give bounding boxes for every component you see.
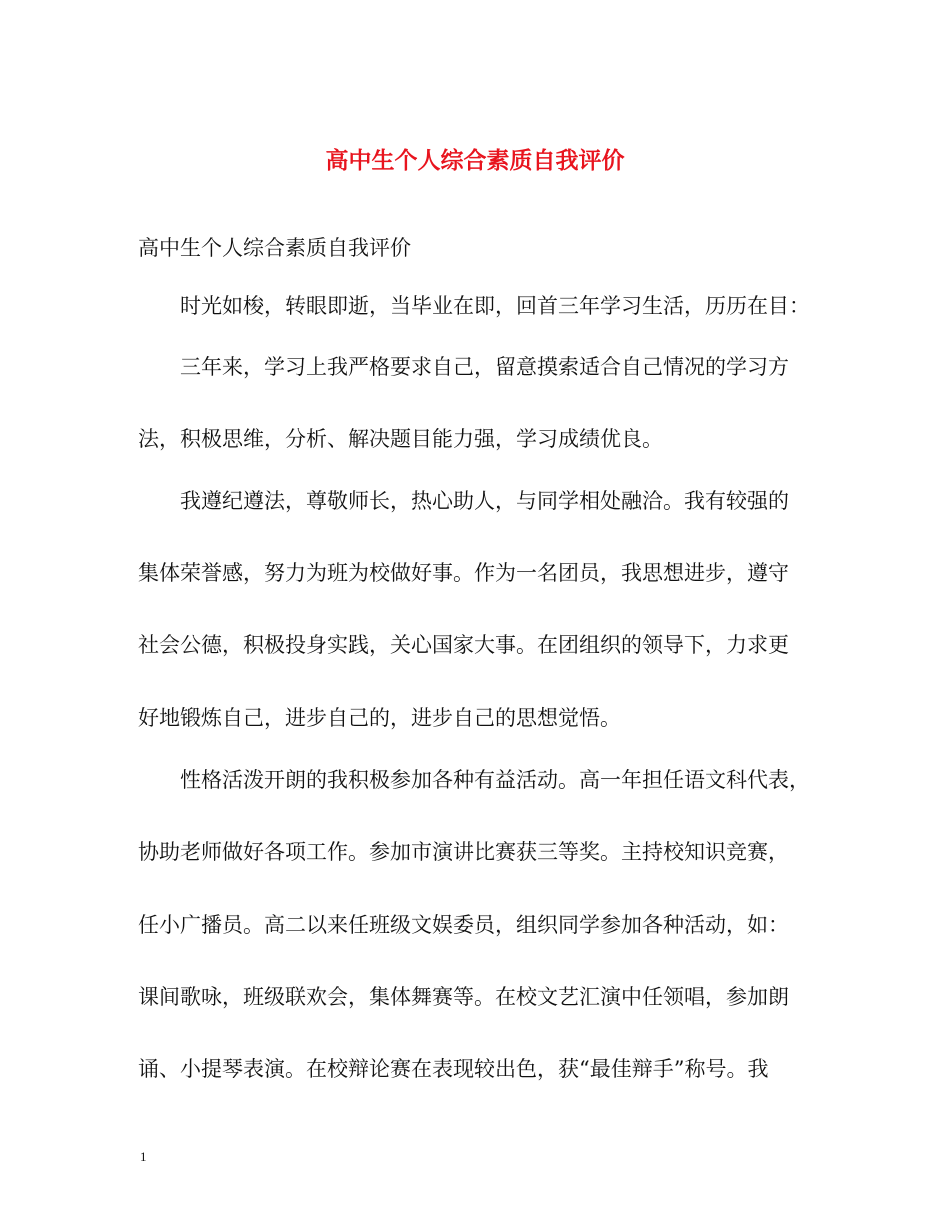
document-subtitle: 高中生个人综合素质自我评价 <box>138 236 411 260</box>
paragraph-line: 我遵纪遵法，尊敬师长，热心助人，与同学相处融洽。我有较强的 <box>180 489 789 513</box>
paragraph-line: 集体荣誉感，努力为班为校做好事。作为一名团员，我思想进步，遵守 <box>138 561 789 585</box>
page-number: 1 <box>140 1149 147 1164</box>
paragraph-line: 课间歌咏，班级联欢会，集体舞赛等。在校文艺汇演中任领唱，参加朗 <box>138 985 789 1009</box>
paragraph-line: 法，积极思维，分析、解决题目能力强，学习成绩优良。 <box>138 427 663 451</box>
paragraph-line: 三年来，学习上我严格要求自己，留意摸索适合自己情况的学习方 <box>180 355 789 379</box>
paragraph-line: 协助老师做好各项工作。参加市演讲比赛获三等奖。主持校知识竞赛， <box>138 840 789 864</box>
document-title: 高中生个人综合素质自我评价 <box>325 147 625 174</box>
paragraph-line: 任小广播员。高二以来任班级文娱委员，组织同学参加各种活动，如： <box>138 913 789 937</box>
paragraph-line: 社会公德，积极投身实践，关心国家大事。在团组织的领导下，力求更 <box>138 633 789 657</box>
paragraph-line: 诵、小提琴表演。在校辩论赛在表现较出色，获“最佳辩手”称号。我 <box>138 1057 769 1081</box>
paragraph-line: 时光如梭，转眼即逝，当毕业在即，回首三年学习生活，历历在目： <box>180 294 810 318</box>
paragraph-line: 好地锻炼自己，进步自己的，进步自己的思想觉悟。 <box>138 706 621 730</box>
paragraph-line: 性格活泼开朗的我积极参加各种有益活动。高一年担任语文科代表， <box>180 768 810 792</box>
